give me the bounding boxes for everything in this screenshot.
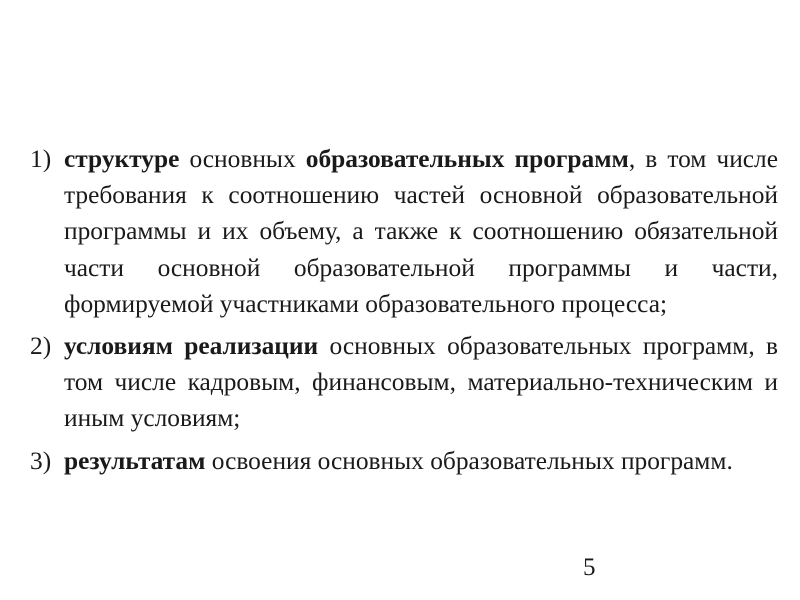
requirements-list: [30, 141, 778, 485]
page-number: 5: [583, 554, 596, 581]
bold-term: образовательных программ: [305, 145, 629, 173]
bold-term: структуре: [64, 145, 180, 173]
bold-term: результатам: [64, 446, 206, 475]
plain-text: , в том числе требования к соотношению частей основной образовательной программы и их объему, а также к соотношению обязательной части основной образовательной программы и части, формируемой участниками образовательного процесса;: [64, 145, 778, 318]
list-item: [30, 328, 778, 437]
list-item: [30, 443, 778, 479]
plain-text: основных: [179, 145, 306, 173]
list-item-number: 1): [30, 145, 52, 173]
list-item-number: 3): [30, 446, 52, 475]
plain-text: основных образовательных программ, в том числе кадровым, финансовым, материально-техническим и иным условиям;: [64, 332, 778, 433]
plain-text: освоения основных образовательных программ.: [205, 446, 733, 475]
list-item-text: [64, 328, 778, 437]
list-item-text: [64, 141, 778, 322]
list-item: [30, 141, 778, 322]
bold-term: условиям реализации: [64, 332, 319, 361]
list-item-text: [64, 443, 778, 479]
list-item-number: 2): [30, 332, 52, 361]
